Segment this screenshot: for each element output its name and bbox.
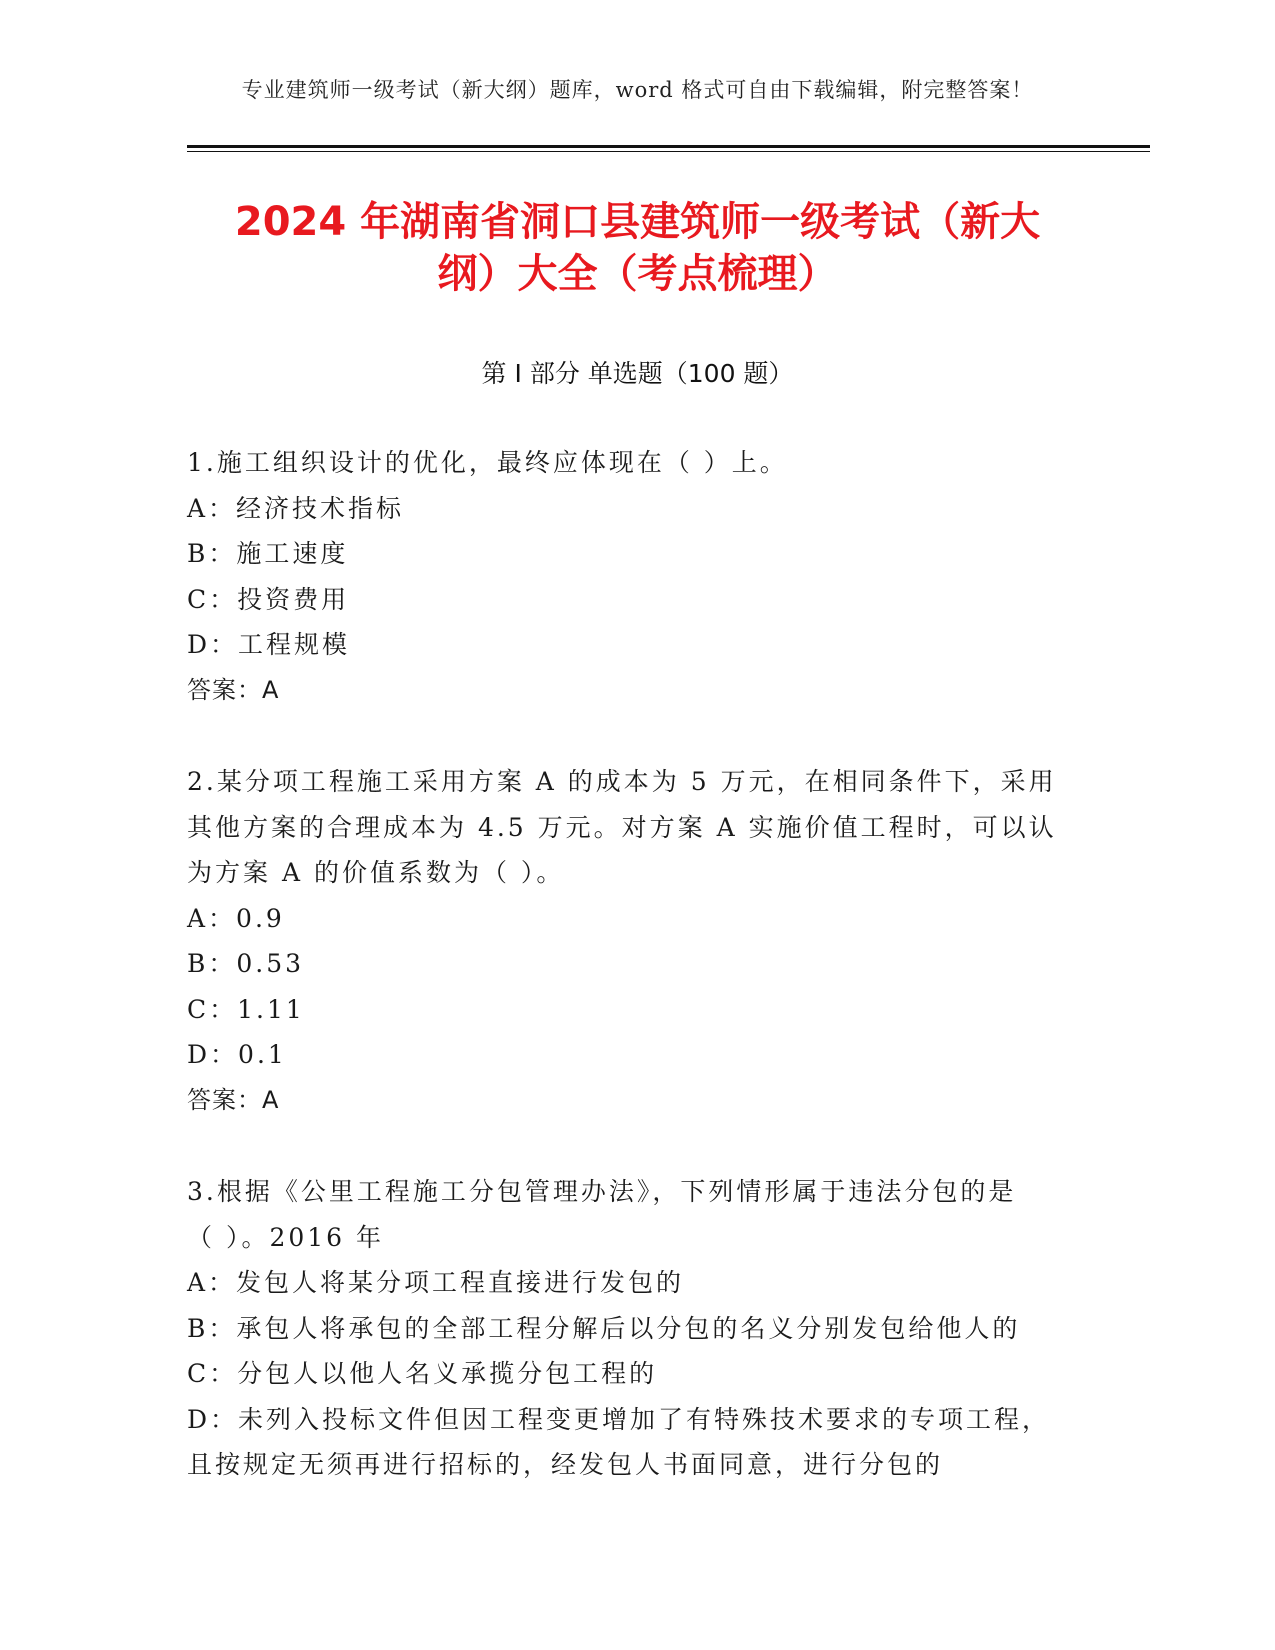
- option-c: C：投资费用: [187, 584, 350, 614]
- question-stem: 2.某分项工程施工采用方案 A 的成本为 5 万元，在相同条件下，采用: [187, 767, 1057, 796]
- question-3: [187, 1169, 1067, 1488]
- question-stem: 其他方案的合理成本为 4.5 万元。对方案 A 实施价值工程时，可以认: [187, 812, 1057, 842]
- option-b: B：承包人将承包的全部工程分解后以分包的名义分别发包给他人的: [187, 1313, 1021, 1343]
- header-note: 专业建筑师一级考试（新大纲）题库，word 格式可自由下载编辑，附完整答案！: [241, 78, 1034, 102]
- section-title: 第 I 部分 单选题（100 题）: [481, 359, 794, 388]
- option-c: C：1.11: [187, 994, 305, 1024]
- option-b: B：施工速度: [187, 539, 349, 568]
- question-stem: 1.施工组织设计的优化，最终应体现在（ ）上。: [187, 448, 788, 477]
- question-stem: 3.根据《公里工程施工分包管理办法》，下列情形属于违法分包的是: [187, 1177, 1017, 1206]
- question-stem: 为方案 A 的价值系数为（ ）。: [187, 858, 565, 887]
- question-list: [187, 440, 1067, 1534]
- answer-line: 答案：A: [187, 675, 280, 704]
- header-rule-thick: [187, 145, 1150, 148]
- option-b: B：0.53: [187, 949, 305, 978]
- option-d-continued: 且按规定无须再进行招标的，经发包人书面同意，进行分包的: [187, 1450, 944, 1479]
- document-title-line-1: 2024 年湖南省洞口县建筑师一级考试（新大: [234, 199, 1041, 245]
- question-1: [187, 440, 1067, 713]
- option-d: D：0.1: [187, 1040, 287, 1069]
- header-rule-thin: [187, 151, 1150, 152]
- document-title: [170, 196, 1105, 300]
- option-a: A：0.9: [187, 903, 285, 933]
- option-d: D：未列入投标文件但因工程变更增加了有特殊技术要求的专项工程，: [187, 1404, 1051, 1434]
- option-a: A：发包人将某分项工程直接进行发包的: [187, 1268, 685, 1297]
- question-stem: （ ）。2016 年: [187, 1222, 385, 1252]
- option-d: D：工程规模: [187, 630, 351, 659]
- option-a: A：经济技术指标: [187, 493, 405, 523]
- question-2: [187, 759, 1067, 1123]
- option-c: C：分包人以他人名义承揽分包工程的: [187, 1359, 658, 1388]
- document-title-line-2: 纲）大全（考点梳理）: [437, 251, 838, 297]
- answer-line: 答案：A: [187, 1085, 280, 1114]
